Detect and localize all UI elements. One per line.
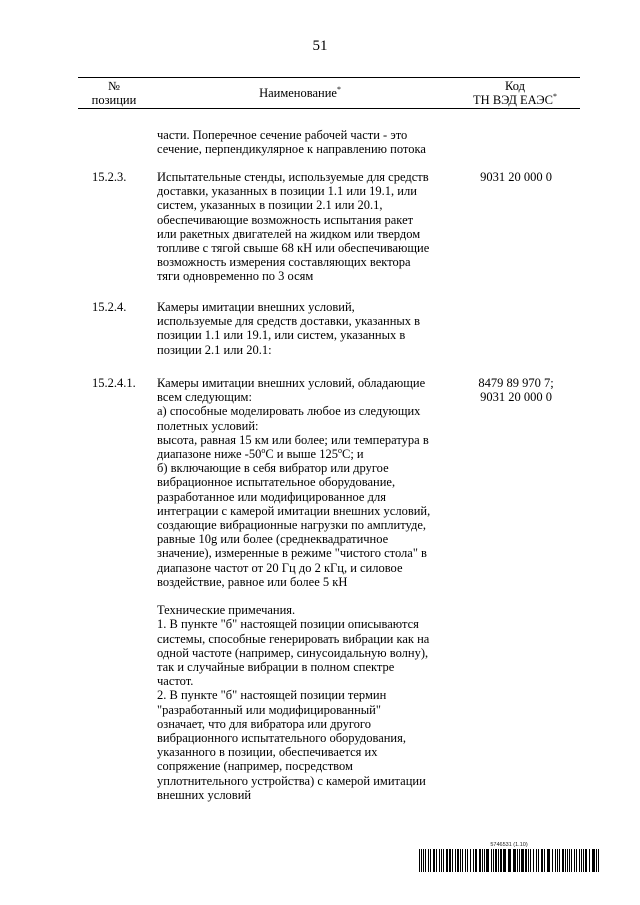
barcode-bar: [455, 849, 456, 872]
barcode-bar: [530, 849, 531, 872]
barcode-bar: [541, 849, 543, 872]
description-line: доставки, указанных в позиции 1.1 или 19.1, или: [157, 184, 417, 199]
description-line: Камеры имитации внешних условий,: [157, 300, 355, 314]
barcode-bar: [423, 849, 424, 872]
barcode-bar: [528, 849, 529, 872]
description-line: сечение, перпендикулярное к направлению потока: [157, 142, 426, 157]
barcode-bar: [583, 849, 584, 872]
header-position-column: [78, 78, 150, 108]
description-line: одной частоте (например, синусоидальную волну),: [157, 645, 429, 660]
barcode-bar: [484, 849, 485, 872]
barcode-bar: [457, 849, 459, 872]
barcode-bar: [460, 849, 461, 872]
table-header-bottom-rule: [78, 108, 580, 109]
position-description: [157, 300, 447, 357]
barcode-bar: [425, 849, 426, 872]
description-line: системы, способные генерировать вибрации как на: [157, 631, 430, 646]
barcode-bar: [519, 849, 520, 872]
document-barcode: [419, 842, 599, 872]
description-line: сопряжение (например, посредством: [157, 759, 353, 774]
barcode-caption: 5746531 (1.10): [490, 842, 528, 848]
barcode-bar: [508, 849, 511, 872]
position-description: [157, 128, 447, 156]
barcode-bar: [495, 849, 497, 872]
description-line: равные 10g или более (среднеквадратичное: [157, 532, 389, 547]
barcode-bar: [439, 849, 440, 872]
degree-superscript: o: [261, 445, 266, 455]
position-number: 15.2.4.1.: [92, 376, 136, 390]
barcode-bar: [576, 849, 577, 872]
description-line: 1. В пункте "б" настоящей позиции описываются: [157, 617, 419, 632]
description-line: высота, равная 15 км или более; или температура в: [157, 432, 429, 447]
barcode-bar: [479, 849, 481, 872]
barcode-bar: [475, 849, 477, 872]
description-line: Технические примечания.: [157, 603, 296, 618]
barcode-bar: [536, 849, 537, 872]
barcode-bar: [581, 849, 582, 872]
tn-ved-code-line: 9031 20 000 0: [480, 390, 552, 405]
description-line: 2. В пункте "б" настоящей позиции термин: [157, 688, 387, 703]
barcode-bar: [562, 849, 564, 872]
degree-superscript: o: [337, 445, 342, 455]
barcode-bar: [503, 849, 506, 872]
description-line: обеспечивающие возможность испытания ракет: [157, 212, 414, 227]
barcode-bar: [596, 849, 597, 872]
description-line: используемые для средств доставки, указанных в: [157, 314, 421, 329]
description-line: воздействие, равное или более 5 кН: [157, 574, 348, 589]
barcode-bar: [557, 849, 558, 872]
barcode-bar: [559, 849, 560, 872]
description-line: Камеры имитации внешних условий, обладающие: [157, 376, 426, 390]
position-number: 15.2.4.: [92, 300, 127, 314]
barcode-bar: [428, 849, 429, 872]
description-line: [157, 589, 447, 603]
description-line: вибрационного испытательного оборудования,: [157, 731, 406, 746]
header-code-line-1: Код: [505, 79, 525, 93]
barcode-bar: [533, 849, 534, 872]
position-description: [157, 170, 447, 284]
barcode-bar: [585, 849, 587, 872]
barcode-bar: [449, 849, 451, 872]
tn-ved-code-line: 9031 20 000 0: [480, 170, 552, 184]
description-line: позиции 1.1 или 19.1, или систем, указанных в: [157, 328, 406, 343]
description-line: значение), измеренные в режиме "чистого стола" в: [157, 546, 427, 561]
barcode-bar: [467, 849, 468, 872]
barcode-bar: [446, 849, 448, 872]
description-line: указанного в позиции, обеспечивается их: [157, 745, 378, 760]
description-line: интеграции с камерой имитации внешних условий,: [157, 503, 431, 518]
barcode-bar: [500, 849, 502, 872]
barcode-bar: [433, 849, 435, 872]
barcode-bar: [567, 849, 568, 872]
header-name-footnote-mark: *: [336, 84, 341, 94]
description-line: позиции 2.1 или 20.1:: [157, 342, 272, 357]
description-line: создающие вибрационные нагрузки по амплитуде,: [157, 518, 427, 533]
barcode-bar: [579, 849, 580, 872]
description-line: Испытательные стенды, используемые для средств: [157, 170, 429, 184]
barcode-bar: [493, 849, 494, 872]
barcode-bar: [569, 849, 570, 872]
description-line: или ракетных двигателей на жидком или твердом: [157, 226, 421, 241]
header-name-label: Наименование: [259, 86, 337, 100]
description-line: систем, указанных в позиции 2.1 или 20.1,: [157, 198, 383, 213]
barcode-bar: [598, 849, 599, 872]
description-line: [157, 447, 447, 461]
description-line: тяги одновременно по 3 осям: [157, 269, 314, 284]
barcode-bar: [538, 849, 539, 872]
description-line: разработанное или модифицированное для: [157, 489, 386, 504]
barcode-icon: [419, 849, 599, 872]
description-line: б) включающие в себя вибратор или другое: [157, 461, 389, 476]
barcode-bar: [430, 849, 431, 872]
barcode-bar: [452, 849, 453, 872]
barcode-bar: [498, 849, 499, 872]
barcode-bar: [419, 849, 420, 872]
description-line: вибрационное испытательное оборудование,: [157, 475, 396, 490]
barcode-bar: [491, 849, 492, 872]
description-line: уплотнительного устройства) с камерой имитации: [157, 773, 426, 788]
header-position-line-1: №: [108, 79, 120, 93]
description-line: "разработанный или модифицированный": [157, 702, 381, 717]
description-text-part: диапазоне ниже -50: [157, 447, 262, 462]
description-line: топливе с тягой свыше 68 кН или обеспечивающие: [157, 241, 430, 256]
header-code-footnote-mark: *: [552, 91, 557, 101]
description-text-part: С и выше 125: [265, 447, 338, 462]
tn-ved-code: [462, 376, 570, 404]
barcode-bar: [574, 849, 575, 872]
description-line: части. Поперечное сечение рабочей части - это: [157, 128, 408, 142]
barcode-bar: [473, 849, 474, 872]
barcode-bar: [565, 849, 566, 872]
description-line: внешних условий: [157, 787, 252, 802]
barcode-bar: [421, 849, 422, 872]
description-line: возможность измерения составляющих вектора: [157, 255, 411, 270]
barcode-bar: [544, 849, 545, 872]
description-line: а) способные моделировать любое из следующих: [157, 404, 421, 419]
header-code-line-2: ТН ВЭД ЕАЭС: [473, 93, 553, 107]
barcode-bar: [513, 849, 516, 872]
description-line: всем следующим:: [157, 390, 252, 405]
barcode-bar: [486, 849, 489, 872]
barcode-bar: [592, 849, 595, 872]
barcode-bar: [547, 849, 550, 872]
position-number: 15.2.3.: [92, 170, 127, 184]
barcode-bar: [443, 849, 444, 872]
barcode-bar: [521, 849, 524, 872]
barcode-bar: [470, 849, 471, 872]
barcode-bar: [441, 849, 442, 872]
barcode-bar: [571, 849, 572, 872]
barcode-bar: [462, 849, 463, 872]
header-code-column: [450, 78, 580, 108]
barcode-bar: [555, 849, 556, 872]
description-line: диапазоне частот от 20 Гц до 2 кГц, и силовое: [157, 560, 403, 575]
page-number: 51: [312, 38, 328, 54]
barcode-bar: [436, 849, 437, 872]
header-name-column: [150, 78, 450, 108]
description-line: частот.: [157, 674, 194, 689]
barcode-bar: [525, 849, 527, 872]
barcode-bar: [589, 849, 590, 872]
description-line: так и случайные вибрации в полном спектре: [157, 660, 395, 675]
barcode-bar: [465, 849, 466, 872]
position-description: [157, 376, 447, 802]
description-text-part: С; и: [341, 447, 364, 462]
barcode-bar: [517, 849, 518, 872]
barcode-bar: [482, 849, 483, 872]
tn-ved-code-line: 8479 89 970 7;: [478, 376, 554, 390]
tn-ved-code: [462, 170, 570, 184]
description-line: полетных условий:: [157, 418, 259, 433]
description-line: означает, что для вибратора или другого: [157, 716, 371, 731]
header-position-line-2: позиции: [91, 93, 137, 107]
barcode-bar: [552, 849, 553, 872]
